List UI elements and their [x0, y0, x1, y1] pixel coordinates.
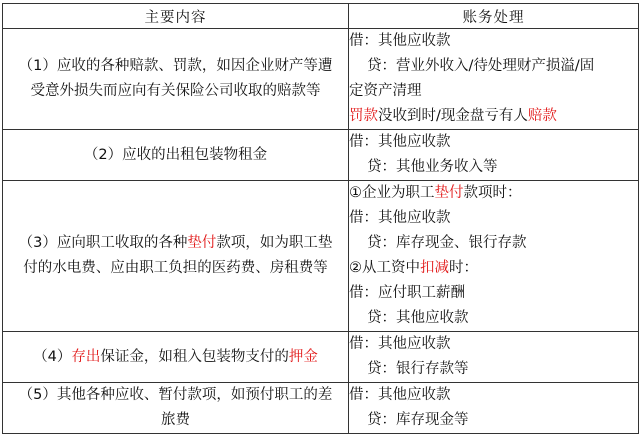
- content-text: （4）: [33, 348, 72, 365]
- accounting-cell: [349, 29, 639, 130]
- entry-line: 借：其他应收款: [349, 210, 451, 226]
- highlight-text: 垫付: [187, 235, 217, 251]
- table-row: [3, 130, 639, 181]
- content-cell: [3, 181, 349, 332]
- highlight-text: 赔款: [527, 108, 557, 124]
- entry-line: 贷：其他业务收入等: [367, 159, 498, 175]
- highlight-text: 垫付: [434, 185, 464, 201]
- entry-text: ①企业为职工: [349, 185, 435, 201]
- content-line: 受意外损失而应向有关保险公司收取的赔款等: [30, 83, 321, 99]
- highlight-text: 罚款: [349, 108, 378, 124]
- entry-line: 借：其他应收款: [349, 336, 451, 352]
- content-cell: [3, 383, 349, 434]
- content-text: 款项，如为职工垫: [216, 235, 333, 251]
- highlight-text: 押金: [288, 348, 318, 365]
- table-row: [3, 29, 639, 130]
- table-row: [3, 181, 639, 332]
- header-accounting: 账务处理: [349, 4, 639, 29]
- entry-text: 时：: [449, 260, 478, 276]
- content-cell: [3, 130, 349, 181]
- table-row: [3, 332, 639, 383]
- entry-line: [349, 181, 638, 206]
- entry-line: 贷：库存现金、银行存款: [367, 235, 527, 251]
- entry-line: [349, 104, 638, 129]
- entry-line: [349, 256, 638, 281]
- entry-line: 贷：营业外收入/待处理财产损溢/固: [367, 58, 595, 74]
- entry-text: ②从工资中: [349, 260, 420, 276]
- table-header-row: [3, 4, 639, 29]
- entry-text: 款项时：: [463, 185, 522, 201]
- accounting-cell: [349, 332, 639, 383]
- entry-line: 借：其他应收款: [349, 33, 451, 49]
- header-content: 主要内容: [3, 4, 349, 29]
- content-line: （2）应收的出租包装物租金: [83, 146, 268, 163]
- entry-line: 贷：其他应收款: [367, 310, 469, 326]
- content-cell: [3, 29, 349, 130]
- accounting-cell: [349, 383, 639, 434]
- content-line: [3, 345, 348, 370]
- entry-line: 贷：银行存款等: [367, 361, 469, 377]
- highlight-text: 存出: [71, 348, 101, 365]
- entry-line: 贷：库存现金等: [367, 412, 469, 428]
- content-text: （3）应向职工收取的各种: [18, 235, 188, 251]
- content-line: [3, 231, 348, 256]
- highlight-text: 扣减: [420, 260, 449, 276]
- content-line: （5）其他各种应收、暂付款项，如预付职工的差: [18, 387, 333, 403]
- entry-line: 借：其他应收款: [349, 387, 451, 403]
- content-line: 付的水电费、应由职工负担的医药费、房租费等: [23, 260, 328, 276]
- content-line: 旅费: [161, 412, 190, 428]
- entry-text: 没收到时/现金盘亏有人: [378, 108, 528, 124]
- entry-line: 借：应付职工薪酬: [349, 285, 465, 301]
- content-line: （1）应收的各种赔款、罚款，如因企业财产等遭: [18, 58, 333, 74]
- accounting-cell: [349, 181, 639, 332]
- entry-line: 定资产清理: [349, 83, 422, 99]
- content-text: 保证金，如租入包装物支付的: [100, 348, 289, 365]
- entry-line: 借：其他应收款: [349, 134, 451, 150]
- table-row: [3, 383, 639, 434]
- accounting-cell: [349, 130, 639, 181]
- content-cell: [3, 332, 349, 383]
- accounting-table: [2, 3, 639, 434]
